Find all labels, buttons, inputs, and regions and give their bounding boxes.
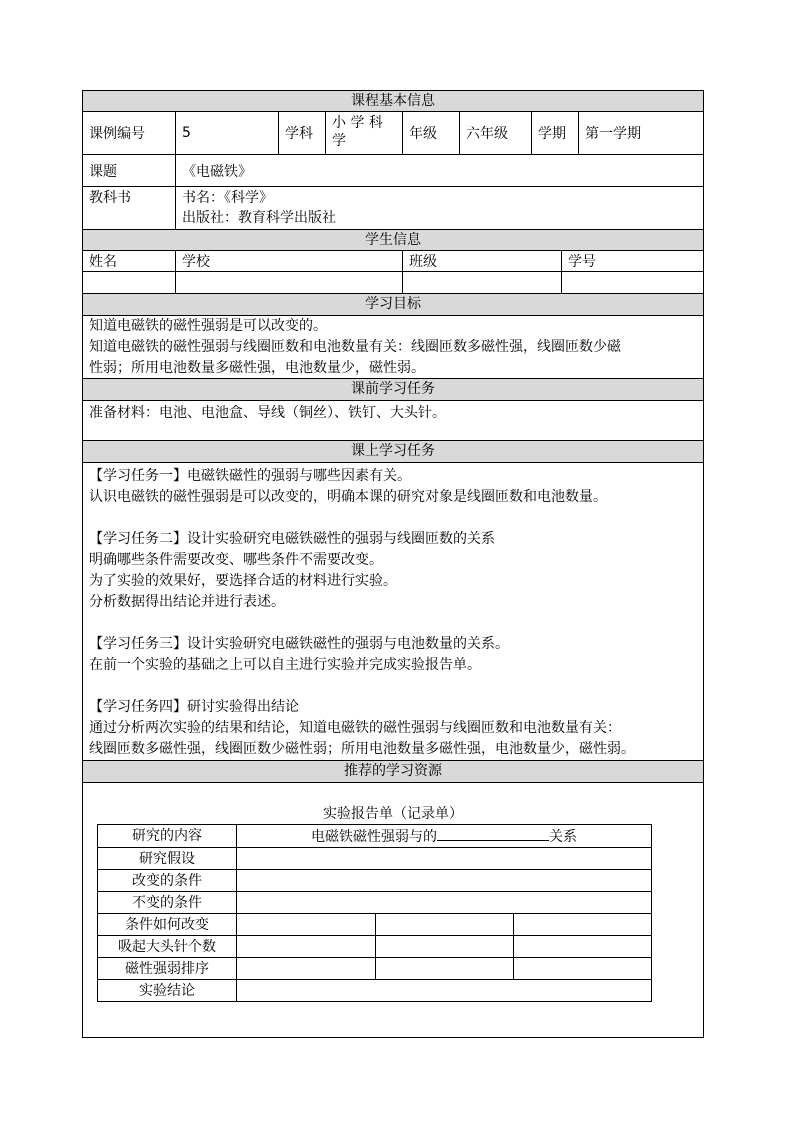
pins-field[interactable] — [514, 936, 652, 958]
changed-label: 改变的条件 — [98, 870, 237, 892]
rank-label: 磁性强弱排序 — [98, 958, 237, 980]
table-row — [98, 848, 652, 870]
objective-line: 知道电磁铁的磁性强弱是可以改变的。 — [89, 318, 327, 334]
subject-label: 学科 — [279, 112, 326, 154]
pre-class-content — [83, 401, 703, 441]
topic-label: 课题 — [83, 155, 176, 186]
how-change-field[interactable] — [376, 914, 514, 936]
task-2-line: 明确哪些条件需要改变、哪些条件不需要改变。 — [89, 552, 383, 568]
objective-line: 知道电磁铁的磁性强弱与线圈匝数和电池数量有关：线圈匝数多磁性强，线圈匝数少磁 — [89, 339, 621, 355]
objectives-content — [83, 316, 703, 379]
table-row — [98, 892, 652, 914]
hypothesis-field[interactable] — [237, 848, 652, 870]
textbook-publisher: 出版社：教育科学出版社 — [182, 210, 336, 226]
in-class-header — [83, 441, 703, 463]
task-2-line: 为了实验的效果好，要选择合适的材料进行实验。 — [89, 573, 397, 589]
how-change-field[interactable] — [237, 914, 376, 936]
conclusion-field[interactable] — [237, 980, 652, 1002]
report-title: 实验报告单（记录单） — [323, 806, 463, 822]
objective-line: 性弱；所用电池数量多磁性强，电池数量少，磁性弱。 — [89, 360, 425, 376]
objectives-header — [83, 294, 703, 316]
content-value — [237, 825, 652, 848]
changed-field[interactable] — [237, 870, 652, 892]
pins-label: 吸起大头针个数 — [98, 936, 237, 958]
unchanged-field[interactable] — [237, 892, 652, 914]
term-label: 学期 — [532, 112, 579, 154]
hypothesis-label: 研究假设 — [98, 848, 237, 870]
task-4-title: 【学习任务四】研讨实验得出结论 — [89, 699, 299, 715]
topic-row — [83, 155, 703, 187]
materials-text: 准备材料：电池、电池盒、导线（铜丝）、铁钉、大头针。 — [89, 405, 446, 421]
table-row — [98, 936, 652, 958]
pins-field[interactable] — [237, 936, 376, 958]
name-field[interactable] — [83, 272, 176, 293]
in-class-header-text: 课上学习任务 — [351, 443, 435, 459]
lesson-plan-sheet — [82, 90, 704, 1038]
experiment-report-table — [97, 824, 652, 1002]
rank-field[interactable] — [237, 958, 376, 980]
task-1-line: 认识电磁铁的磁性强弱是可以改变的，明确本课的研究对象是线圈匝数和电池数量。 — [89, 489, 607, 505]
class-label: 班级 — [403, 251, 562, 271]
school-field[interactable] — [176, 272, 403, 293]
grade-label: 年级 — [403, 112, 460, 154]
textbook-row — [83, 187, 703, 230]
subject-value: 小 学 科 学 — [326, 112, 403, 154]
rank-field[interactable] — [376, 958, 514, 980]
unchanged-label: 不变的条件 — [98, 892, 237, 914]
student-info-header — [83, 230, 703, 251]
task-3-title: 【学习任务三】设计实验研究电磁铁磁性的强弱与电池数量的关系。 — [89, 636, 509, 652]
content-prefix: 电磁铁磁性强弱与的 — [311, 829, 437, 845]
course-info-header — [83, 91, 703, 112]
case-no-label: 课例编号 — [83, 112, 176, 154]
table-row — [98, 914, 652, 936]
table-row — [98, 825, 652, 848]
task-2-line: 分析数据得出结论并进行表述。 — [89, 594, 285, 610]
name-label: 姓名 — [83, 251, 176, 271]
resources-header-text: 推荐的学习资源 — [344, 763, 442, 779]
student-blank-row — [83, 272, 703, 294]
textbook-info — [176, 187, 703, 229]
pre-class-header-text: 课前学习任务 — [351, 381, 435, 397]
student-id-label: 学号 — [568, 254, 596, 270]
resources-content — [83, 783, 703, 1037]
case-no-value: 5 — [176, 112, 279, 154]
rank-field[interactable] — [514, 958, 652, 980]
conclusion-label: 实验结论 — [98, 980, 237, 1002]
student-labels-row — [83, 251, 703, 272]
pre-class-header — [83, 379, 703, 401]
class-field[interactable] — [403, 272, 562, 293]
term-value: 第一学期 — [585, 126, 641, 142]
content-label: 研究的内容 — [98, 825, 237, 848]
school-label: 学校 — [176, 251, 403, 271]
student-info-header-text: 学生信息 — [365, 232, 421, 248]
in-class-content — [83, 463, 703, 761]
how-change-field[interactable] — [514, 914, 652, 936]
course-info-row — [83, 112, 703, 155]
table-row — [98, 958, 652, 980]
task-2-title: 【学习任务二】设计实验研究电磁铁磁性的强弱与线圈匝数的关系 — [89, 531, 495, 547]
table-row — [98, 980, 652, 1002]
how-change-label: 条件如何改变 — [98, 914, 237, 936]
task-1-title: 【学习任务一】电磁铁磁性的强弱与哪些因素有关。 — [89, 468, 411, 484]
pins-field[interactable] — [376, 936, 514, 958]
grade-value: 六年级 — [460, 112, 532, 154]
topic-value: 《电磁铁》 — [182, 163, 252, 180]
task-4-line: 线圈匝数多磁性强，线圈匝数少磁性弱；所用电池数量多磁性强，电池数量少，磁性弱。 — [89, 741, 635, 757]
content-suffix: 关系 — [549, 829, 577, 845]
task-3-line: 在前一个实验的基础之上可以自主进行实验并完成实验报告单。 — [89, 657, 481, 673]
course-info-header-text: 课程基本信息 — [351, 93, 435, 109]
textbook-label: 教科书 — [83, 187, 176, 229]
textbook-name: 书名：《科学》 — [182, 190, 273, 206]
table-row — [98, 870, 652, 892]
resources-header — [83, 761, 703, 783]
task-4-line: 通过分析两次实验的结果和结论，知道电磁铁的磁性强弱与线圈匝数和电池数量有关： — [89, 720, 621, 736]
student-id-field[interactable] — [562, 272, 703, 293]
content-blank[interactable] — [437, 825, 549, 841]
objectives-header-text: 学习目标 — [365, 296, 421, 312]
